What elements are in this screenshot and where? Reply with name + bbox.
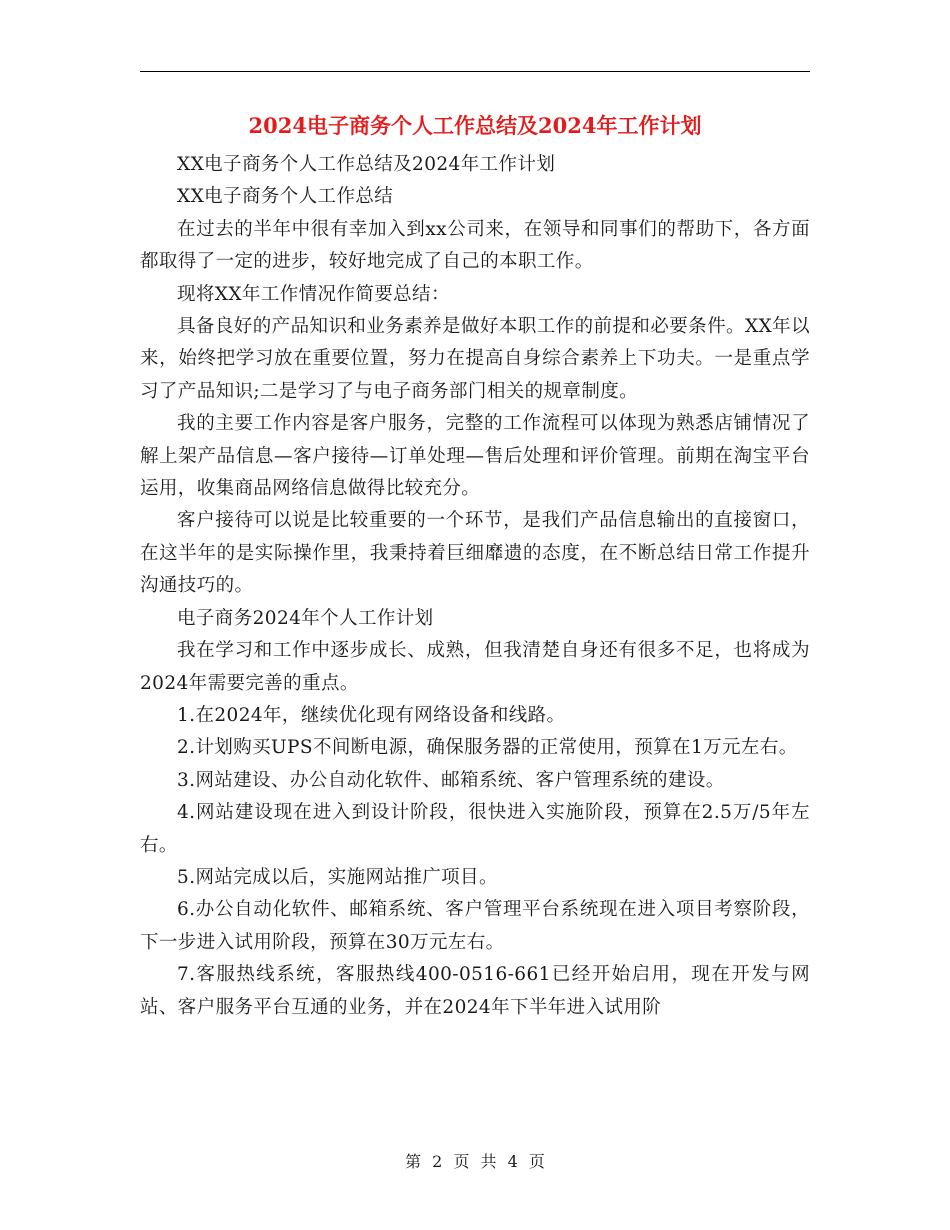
body-paragraph: 7.客服热线系统，客服热线400-0516-661已经开始启用，现在开发与网站、客户服务平台互通的业务，并在2024年下半年进入试用阶 bbox=[140, 964, 810, 1018]
document-body bbox=[140, 149, 810, 1024]
body-paragraph: 我的主要工作内容是客户服务，完整的工作流程可以体现为熟悉店铺情况了解上架产品信息—客户接待—订单处理—售后处理和评价管理。前期在淘宝平台运用，收集商品网络信息做得比较充分。 bbox=[140, 413, 810, 500]
body-paragraph: 1.在2024年，继续优化现有网络设备和线路。 bbox=[177, 704, 566, 726]
body-paragraph: 5.网站完成以后，实施网站推广项目。 bbox=[177, 866, 498, 888]
body-paragraph: 具备良好的产品知识和业务素养是做好本职工作的前提和必要条件。XX年以来，始终把学习放在重要位置，努力在提高自身综合素养上下功夫。一是重点学习了产品知识;二是学习了与电子商务部门相关的规章制度。 bbox=[140, 316, 810, 402]
body-paragraph: 4.网站建设现在进入到设计阶段，很快进入实施阶段，预算在2.5万/5年左右。 bbox=[140, 802, 810, 856]
body-paragraph: XX电子商务个人工作总结 bbox=[177, 186, 394, 208]
body-paragraph: 3.网站建设、办公自动化软件、邮箱系统、客户管理系统的建设。 bbox=[177, 769, 725, 791]
body-paragraph: 我在学习和工作中逐步成长、成熟，但我清楚自身还有很多不足，也将成为2024年需要完善的重点。 bbox=[140, 640, 810, 694]
body-paragraph: 客户接待可以说是比较重要的一个环节，是我们产品信息输出的直接窗口，在这半年的是实际操作里，我秉持着巨细靡遗的态度，在不断总结日常工作提升沟通技巧的。 bbox=[140, 510, 810, 597]
document-title: 2024电子商务个人工作总结及2024年工作计划 bbox=[248, 113, 702, 138]
body-paragraph: 电子商务2024年个人工作计划 bbox=[177, 607, 434, 629]
header-rule bbox=[140, 71, 810, 72]
body-paragraph: 2.计划购买UPS不间断电源，确保服务器的正常使用，预算在1万元左右。 bbox=[177, 737, 798, 759]
body-paragraph: 在过去的半年中很有幸加入到xx公司来，在领导和同事们的帮助下，各方面都取得了一定的进步，较好地完成了自己的本职工作。 bbox=[140, 218, 810, 273]
page-number-footer: 第 2 页 共 4 页 bbox=[405, 1152, 545, 1171]
body-paragraph: 现将XX年工作情况作简要总结： bbox=[177, 283, 450, 305]
body-paragraph: 6.办公自动化软件、邮箱系统、客户管理平台系统现在进入项目考察阶段，下一步进入试用阶段，预算在30万元左右。 bbox=[140, 899, 810, 953]
body-paragraph: XX电子商务个人工作总结及2024年工作计划 bbox=[177, 154, 556, 175]
